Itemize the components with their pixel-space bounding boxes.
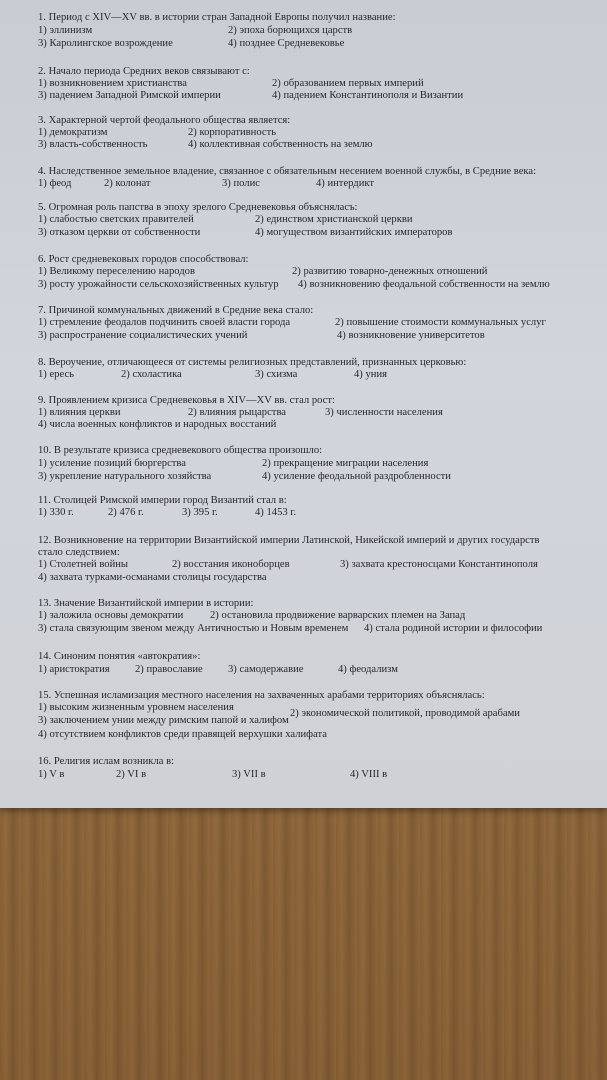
option-2: 2) развитию товарно-денежных отношений — [292, 266, 488, 277]
option-4: 4) VIII в — [350, 769, 388, 780]
question-title: 5. Огромная роль папства в эпоху зрелого Средневековья объясняласъ: — [38, 202, 358, 213]
option-1: 1) заложила основы демократии — [38, 610, 184, 621]
question-title: 12. Возникновение на территории Византийской империи Латинской, Никейской империй и других государств — [38, 535, 540, 546]
option-1: 1) 330 г. — [38, 507, 74, 518]
option-4: 4) возникновению феодальной собственности на землю — [298, 279, 550, 290]
option-4: 4) могуществом византийских императоров — [255, 227, 453, 238]
question-title: 9. Проявлением кризиса Средневековья в XIV—XV вв. стал рост: — [38, 395, 335, 406]
option-4: 4) падением Константинополя и Византии — [272, 90, 464, 101]
option-2: 2) корпоративность — [188, 127, 277, 138]
option-4: 4) стала родиной истории и философии — [364, 623, 543, 634]
option-3: 3) схизма — [255, 369, 298, 380]
option-2: 2) колонат — [104, 178, 151, 189]
option-4: 4) феодализм — [338, 664, 398, 675]
option-3: 3) захвата крестоносцами Константинополя — [340, 559, 538, 570]
option-1: 1) эллинизм — [38, 25, 93, 36]
wooden-table — [0, 808, 607, 1080]
question-title: 10. В результате кризиса средневекового общества произошло: — [38, 445, 323, 456]
question-title: 14. Синоним понятия «автократия»: — [38, 651, 201, 662]
option-1: 1) ересь — [38, 369, 74, 380]
option-3: 3) самодержавие — [228, 664, 304, 675]
option-1: 1) влияния церкви — [38, 407, 121, 418]
option-2: 2) остановила продвижение варварских племен на Запад — [210, 610, 466, 621]
option-2: 2) прекращение миграции населения — [262, 458, 429, 469]
option-1: 1) Великому переселению народов — [38, 266, 195, 277]
option-3: 3) падением Западной Римской империи — [38, 90, 221, 101]
option-4: 4) уния — [354, 369, 387, 380]
option-4: 4) интердикт — [316, 178, 374, 189]
option-4: 4) 1453 г. — [255, 507, 297, 518]
option-3: 3) VII в — [232, 769, 266, 780]
option-4: 4) числа военных конфликтов и народных восстаний — [38, 419, 277, 430]
question-title: 3. Характерной чертой феодального общества является: — [38, 115, 291, 126]
option-1: 1) демократизм — [38, 127, 108, 138]
option-2: 2) эпоха борющихся царств — [228, 25, 353, 36]
option-4: 4) позднее Средневековье — [228, 38, 345, 49]
option-3: 3) отказом церкви от собственности — [38, 227, 201, 238]
option-1: 1) стремление феодалов подчинить своей власти города — [38, 317, 291, 328]
option-2: 2) единством христианской церкви — [255, 214, 413, 225]
option-2: 2) образованием первых империй — [272, 78, 424, 89]
question-title-continuation: стало следствием: — [38, 547, 120, 558]
option-1: 1) аристократия — [38, 664, 110, 675]
option-2: 2) VI в — [116, 769, 147, 780]
question-title: 15. Успешная исламизация местного населения на захваченных арабами территориях объяснялась: — [38, 690, 485, 701]
question-title: 4. Наследственное земельное владение, связанное с обязательным несением военной службы, в Средние века: — [38, 166, 537, 177]
option-2: 2) влияния рыцарства — [188, 407, 287, 418]
option-3: 3) власть-собственность — [38, 139, 148, 150]
option-1: 1) V в — [38, 769, 65, 780]
option-2: 2) православие — [135, 664, 203, 675]
option-1: 1) Столетней войны — [38, 559, 129, 570]
option-1: 1) слабостью светских правителей — [38, 214, 194, 225]
option-1: 1) усиление позиций бюргерства — [38, 458, 186, 469]
option-2: 2) восстания иконоборцев — [172, 559, 290, 570]
question-title: 8. Вероучение, отличающееся от системы религиозных представлений, признанных церковью: — [38, 357, 467, 368]
option-1: 1) феод — [38, 178, 72, 189]
question-title: 16. Религия ислам возникла в: — [38, 756, 175, 767]
option-2: 2) 476 г. — [108, 507, 144, 518]
question-title: 7. Причиной коммунальных движений в Средние века стало: — [38, 305, 314, 316]
option-4: 4) возникновение университетов — [337, 330, 485, 341]
option-3: 3) Каролингское возрождение — [38, 38, 173, 49]
option-3: 3) 395 г. — [182, 507, 218, 518]
option-3: 3) росту урожайности сельскохозяйственных культур — [38, 279, 279, 290]
question-title: 6. Рост средневековых городов способствовал: — [38, 254, 249, 265]
option-4: 4) усиление феодальной раздробленности — [262, 471, 451, 482]
option-3: 3) стала связующим звеном между Античностью и Новым временем — [38, 623, 349, 634]
option-4: 4) захвата турками-османами столицы государства — [38, 572, 267, 583]
option-3: 3) распространение социалистических учений — [38, 330, 248, 341]
option-1: 1) возникновением христианства — [38, 78, 187, 89]
option-3: 3) заключением унии между римским папой и халифом — [38, 715, 289, 726]
option-3: 3) полис — [222, 178, 260, 189]
option-4: 4) коллективная собственность на землю — [188, 139, 373, 150]
question-title: 13. Значение Византийской империи в истории: — [38, 598, 254, 609]
option-2: 2) экономической политикой, проводимой арабами — [290, 708, 520, 719]
option-3: 3) укрепление натурального хозяйства — [38, 471, 212, 482]
option-4: 4) отсутствием конфликтов среди правящей верхушки халифата — [38, 729, 327, 740]
question-title: 1. Период с XIV—XV вв. в истории стран Западной Европы получил название: — [38, 12, 396, 23]
option-1: 1) высоким жизненным уровнем населения — [38, 702, 234, 713]
option-3: 3) численности населения — [325, 407, 443, 418]
question-title: 2. Начало периода Средних веков связывают с: — [38, 66, 250, 77]
option-2: 2) схоластика — [121, 369, 182, 380]
option-2: 2) повышение стоимости коммунальных услуг — [335, 317, 546, 328]
question-title: 11. Столицей Римской империи город Византий стал в: — [38, 495, 287, 506]
